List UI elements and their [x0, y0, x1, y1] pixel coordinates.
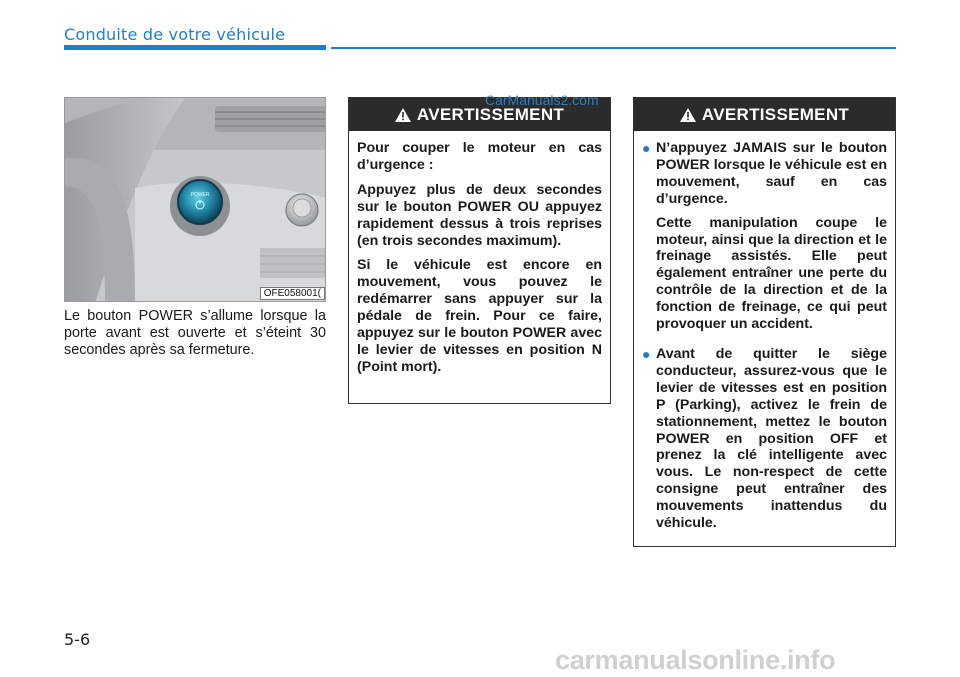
warning-triangle-icon: [395, 108, 411, 122]
warning-paragraph: Avant de quitter le siège conducteur, assurez-vous que le levier de vitesses est en position P (Parking), activez le frein de stationnement, mettez le bouton POWER en position OFF et prenez la clé intelligente avec vous. Le non-respect de cette consigne peut entraîner des mouvements inattendus du véhicule.: [656, 345, 887, 532]
warning-box-middle: [348, 97, 611, 404]
warning-paragraph: Pour couper le moteur en cas d’urgence :: [357, 140, 602, 173]
bullet-dot-icon: ●: [642, 140, 651, 156]
warning-paragraph: Cette manipulation coupe le moteur, ainsi que la direction et le freinage assistés. Elle peut également entraîner une perte du contrôle de la direction et de la fonction de freinage, ce qui peut provoquer un accident.: [656, 214, 887, 333]
warning-paragraph: Appuyez plus de deux secondes sur le bouton POWER OU appuyez rapidement dessus à trois reprises (en trois secondes maximum).: [357, 181, 602, 249]
watermark-top[interactable]: CarManuals2.com: [485, 92, 599, 108]
header-rule-thick: [64, 45, 326, 50]
page-number: 5-6: [64, 630, 91, 649]
left-body-text: Le bouton POWER s’allume lorsque la porte avant est ouverte et s’éteint 30 secondes après sa fermeture.: [64, 308, 326, 358]
warning-triangle-icon: [680, 108, 696, 122]
power-button-label: POWER: [190, 192, 210, 198]
section-title: Conduite de votre véhicule: [64, 25, 286, 44]
warning-body: [349, 131, 610, 392]
header-rule-thin: [331, 47, 896, 49]
warning-box-right: [633, 97, 896, 547]
warning-title: AVERTISSEMENT: [416, 104, 565, 124]
figure-code: OFE058001(: [260, 287, 325, 300]
dashboard-illustration: [65, 98, 326, 302]
warning-title: AVERTISSEMENT: [701, 104, 850, 124]
warning-header: [634, 98, 895, 131]
warning-paragraph: N’appuyez JAMAIS sur le bouton POWER lorsque le véhicule est en mouvement, sauf en cas d’urgence.: [656, 140, 887, 207]
warning-paragraph: Si le véhicule est encore en mouvement, vous pouvez le redémarrer sans appuyer sur la pédale de frein. Pour ce faire, appuyez sur le bouton POWER avec le levier de vitesses en position N (Point mort).: [357, 257, 602, 375]
warning-bullet: [642, 346, 887, 539]
warning-body: [634, 131, 895, 553]
bullet-dot-icon: ●: [642, 345, 651, 362]
power-button-photo: [64, 97, 326, 302]
warning-bullet: [642, 140, 887, 340]
watermark-bottom[interactable]: carmanualsonline.info: [555, 645, 836, 675]
